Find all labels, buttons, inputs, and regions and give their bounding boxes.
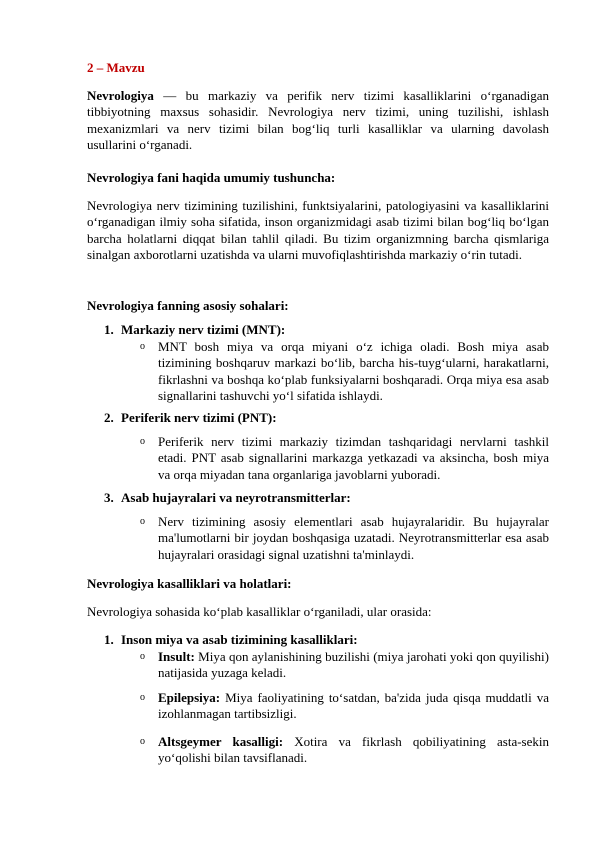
circle-bullet-icon: o bbox=[140, 516, 145, 527]
disease-desc: Miya qon aylanishining buzilishi (miya jarohati yoki qon quyilishi) natijasida yuzaga keladi. bbox=[158, 649, 549, 681]
intro-term: Nevrologiya bbox=[87, 88, 154, 103]
disease-text bbox=[158, 734, 549, 767]
disease-text bbox=[158, 690, 549, 723]
list-number: 1. bbox=[104, 632, 114, 647]
field-text: MNT bosh miya va orqa miyani o‘z ichiga oladi. Bosh miya asab tizimining boshqaruv markazi bo‘lib, barcha his-tuyg‘ularni, harakatlarni, fikrlashni va boshqa ko‘plab funksiyalarni boshqaradi. Orqa miya esa asab signallarini tashuvchi yo‘l sifatida ishlaydi. bbox=[158, 339, 549, 403]
disease-desc: Miya faoliyatining to‘satdan, ba'zida juda qisqa muddatli va izohlanmagan tartibsizligi. bbox=[158, 690, 549, 722]
page-title: 2 – Mavzu bbox=[87, 60, 145, 75]
field-item-title bbox=[104, 410, 277, 426]
list-number: 1. bbox=[104, 322, 114, 337]
disease-term: Epilepsiya: bbox=[158, 690, 221, 705]
disease-group-title bbox=[104, 632, 358, 648]
field-item-title bbox=[104, 490, 351, 506]
list-number: 2. bbox=[104, 410, 114, 425]
diseases-intro: Nevrologiya sohasida ko‘plab kasalliklar o‘rganiladi, ular orasida: bbox=[87, 604, 432, 619]
circle-bullet-icon: o bbox=[140, 341, 145, 352]
list-number: 3. bbox=[104, 490, 114, 505]
disease-term: Insult: bbox=[158, 649, 195, 664]
intro-text: — bu markaziy va perifik nerv tizimi kasalliklarini o‘rganadigan tibbiyotning maxsus sohasidir. Nevrologiya nerv tizimi, uning tuzilishi, ishlash mexanizmlari va nerv tizimi bilan bog‘liq turli kasalliklar va ularning davolash usullarini o‘rganadi. bbox=[87, 88, 549, 152]
diseases-heading: Nevrologiya kasalliklari va holatlari: bbox=[87, 576, 292, 591]
field-text: Nerv tizimining asosiy elementlari asab hujayralaridir. Bu hujayralar ma'lumotlarni bir joydan boshqasiga uzatadi. Neyrotransmitterlar esa asab hujayralari orasidagi signal uzatishni ta'minlaydi. bbox=[158, 514, 549, 562]
intro-paragraph bbox=[87, 88, 549, 153]
fields-heading: Nevrologiya fanning asosiy sohalari: bbox=[87, 298, 289, 313]
field-item-title bbox=[104, 322, 285, 338]
field-text: Periferik nerv tizimi markaziy tizimdan tashqaridagi nervlarni tashkil etadi. PNT asab signallarini markazga yetkazadi va aksincha, bosh miya va orqa miyadan tana organlariga javoblarni yuboradi. bbox=[158, 434, 549, 482]
overview-heading: Nevrologiya fani haqida umumiy tushuncha: bbox=[87, 170, 336, 185]
circle-bullet-icon: o bbox=[140, 736, 145, 747]
field-title: Markaziy nerv tizimi (MNT): bbox=[121, 322, 286, 337]
disease-text bbox=[158, 649, 549, 682]
circle-bullet-icon: o bbox=[140, 651, 145, 662]
circle-bullet-icon: o bbox=[140, 692, 145, 703]
circle-bullet-icon: o bbox=[140, 436, 145, 447]
disease-group-label: Inson miya va asab tizimining kasalliklari: bbox=[121, 632, 358, 647]
disease-term: Altsgeymer kasalligi: bbox=[158, 734, 284, 749]
field-title: Periferik nerv tizimi (PNT): bbox=[121, 410, 277, 425]
overview-paragraph: Nevrologiya nerv tizimining tuzilishini, funktsiyalarini, patologiyasini va kasalliklarini o‘rganadigan ilmiy soha sifatida, inson organizmidagi asab tizimi bilan bog‘liq bo‘lgan barcha holatlarni diqqat bilan tahlil qiladi. Bu tizim organizmning barcha qismlariga sinalgan axborotlarni uzatishda va ularni muvofiqlashtirishda markaziy o‘rin tutadi. bbox=[87, 198, 549, 262]
field-title: Asab hujayralari va neyrotransmitterlar: bbox=[121, 490, 351, 505]
disease-desc: Xotira va fikrlash qobiliyatining asta-sekin yo‘qolishi bilan tavsiflanadi. bbox=[158, 734, 549, 766]
